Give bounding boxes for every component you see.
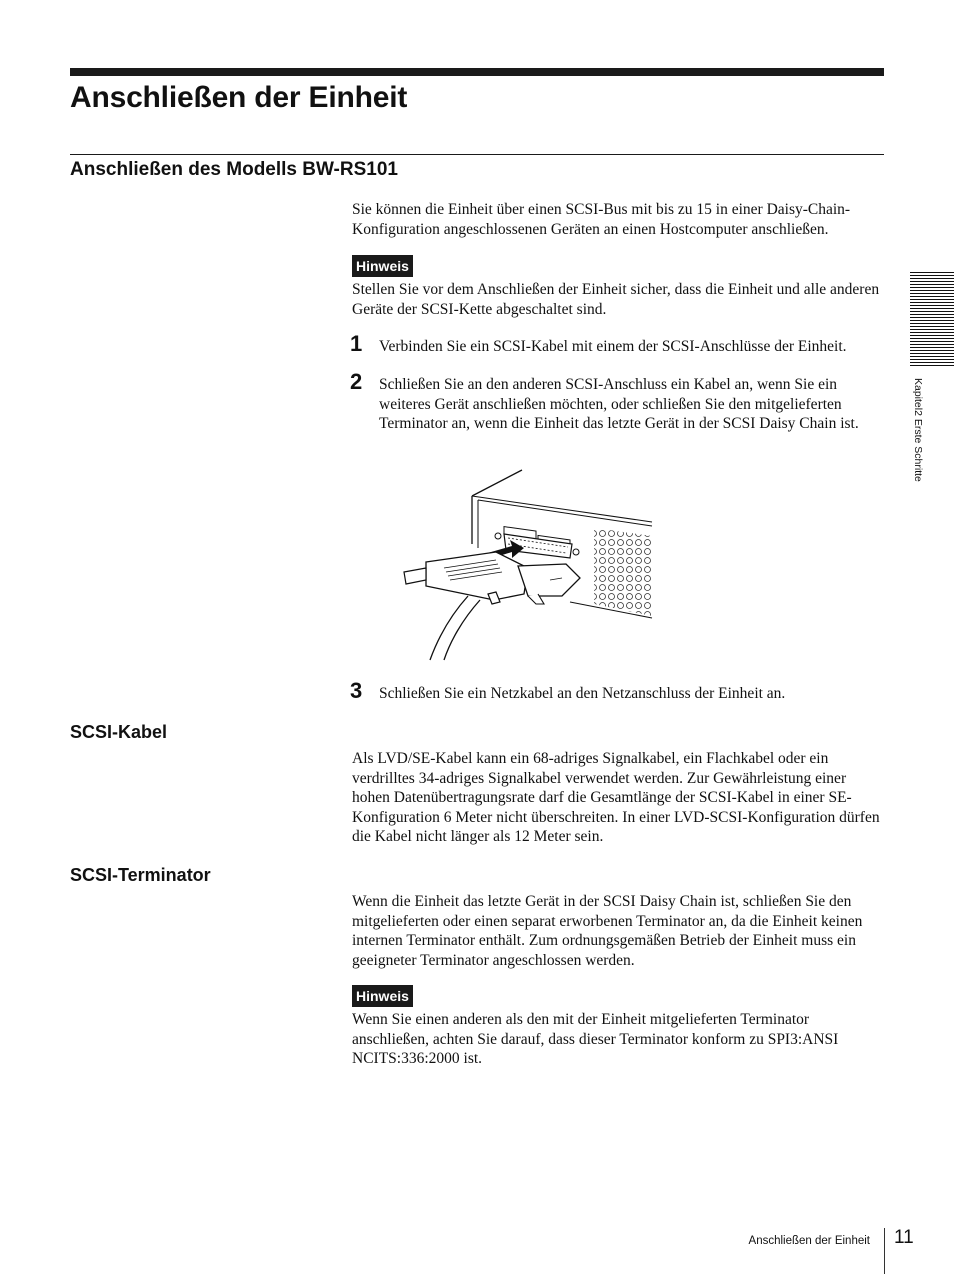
note-label: Hinweis bbox=[352, 255, 413, 277]
step-text: Schließen Sie an den anderen SCSI-Anschluss ein Kabel an, wenn Sie ein weiteres Gerät anschließen möchten, oder schließen Sie den mitgelieferten Terminator an, wenn die Einheit das letzte Gerät in der SCSI Daisy Chain ist. bbox=[379, 376, 859, 432]
scsi-terminator-heading: SCSI-Terminator bbox=[70, 865, 211, 885]
footer-title: Anschließen der Einheit bbox=[748, 1235, 870, 1247]
note-text: Stellen Sie vor dem Anschließen der Einheit sicher, dass die Einheit und alle anderen Geräte der SCSI-Kette abgeschaltet sind. bbox=[352, 281, 880, 318]
scsi-terminator-paragraph: Wenn die Einheit das letzte Gerät in der SCSI Daisy Chain ist, schließen Sie den mitgelieferten oder einen separat erworbenen Terminator an, da die Einheit keinen internen Terminator enthält. Zum ordnungsgemäßen Betrieb der Einheit muss ein geeigneter Terminator angeschlossen werden. bbox=[352, 893, 863, 969]
footer-divider bbox=[884, 1228, 885, 1274]
section-title: Anschließen des Modells BW-RS101 bbox=[70, 159, 398, 180]
title-rule bbox=[70, 68, 884, 76]
chapter-tab-label: Kapitel2 Erste Schritte bbox=[912, 378, 924, 482]
chapter-tab-marker bbox=[910, 272, 954, 368]
page-number: 11 bbox=[894, 1227, 914, 1248]
step-number: 1 bbox=[350, 331, 363, 356]
step-text: Verbinden Sie ein SCSI-Kabel mit einem der SCSI-Anschlüsse der Einheit. bbox=[379, 338, 847, 355]
scsi-kabel-paragraph: Als LVD/SE-Kabel kann ein 68-adriges Signalkabel, ein Flachkabel oder ein verdrilltes 34-adriges Signalkabel verwendet werden. Zur Gewährleistung einer hohen Datenübertragungsrate darf die Gesamtlänge der SCSI-Kabel in einer SE-Konfiguration 6 Meter nicht überschreiten. In einer LVD-SCSI-Konfiguration dürfen die Kabel nicht länger als 12 Meter sein. bbox=[352, 750, 880, 845]
scsi-kabel-heading: SCSI-Kabel bbox=[70, 722, 168, 742]
step-number: 3 bbox=[350, 678, 363, 703]
section-rule bbox=[70, 154, 884, 155]
intro-paragraph: Sie können die Einheit über einen SCSI-Bus mit bis zu 15 in einer Daisy-Chain-Konfiguration angeschlossenen Geräten an einen Hostcomputer anschließen. bbox=[352, 201, 851, 238]
step-number: 2 bbox=[350, 369, 363, 394]
note-text: Wenn Sie einen anderen als den mit der Einheit mitgelieferten Terminator anschließen, achten Sie darauf, dass dieser Terminator konform zu SPI3:ANSI NCITS:336:2000 ist. bbox=[352, 1011, 839, 1067]
note-label: Hinweis bbox=[352, 985, 413, 1007]
scsi-connection-illustration bbox=[400, 466, 660, 662]
step-text: Schließen Sie ein Netzkabel an den Netzanschluss der Einheit an. bbox=[379, 685, 786, 702]
page-title: Anschließen der Einheit bbox=[70, 81, 408, 114]
